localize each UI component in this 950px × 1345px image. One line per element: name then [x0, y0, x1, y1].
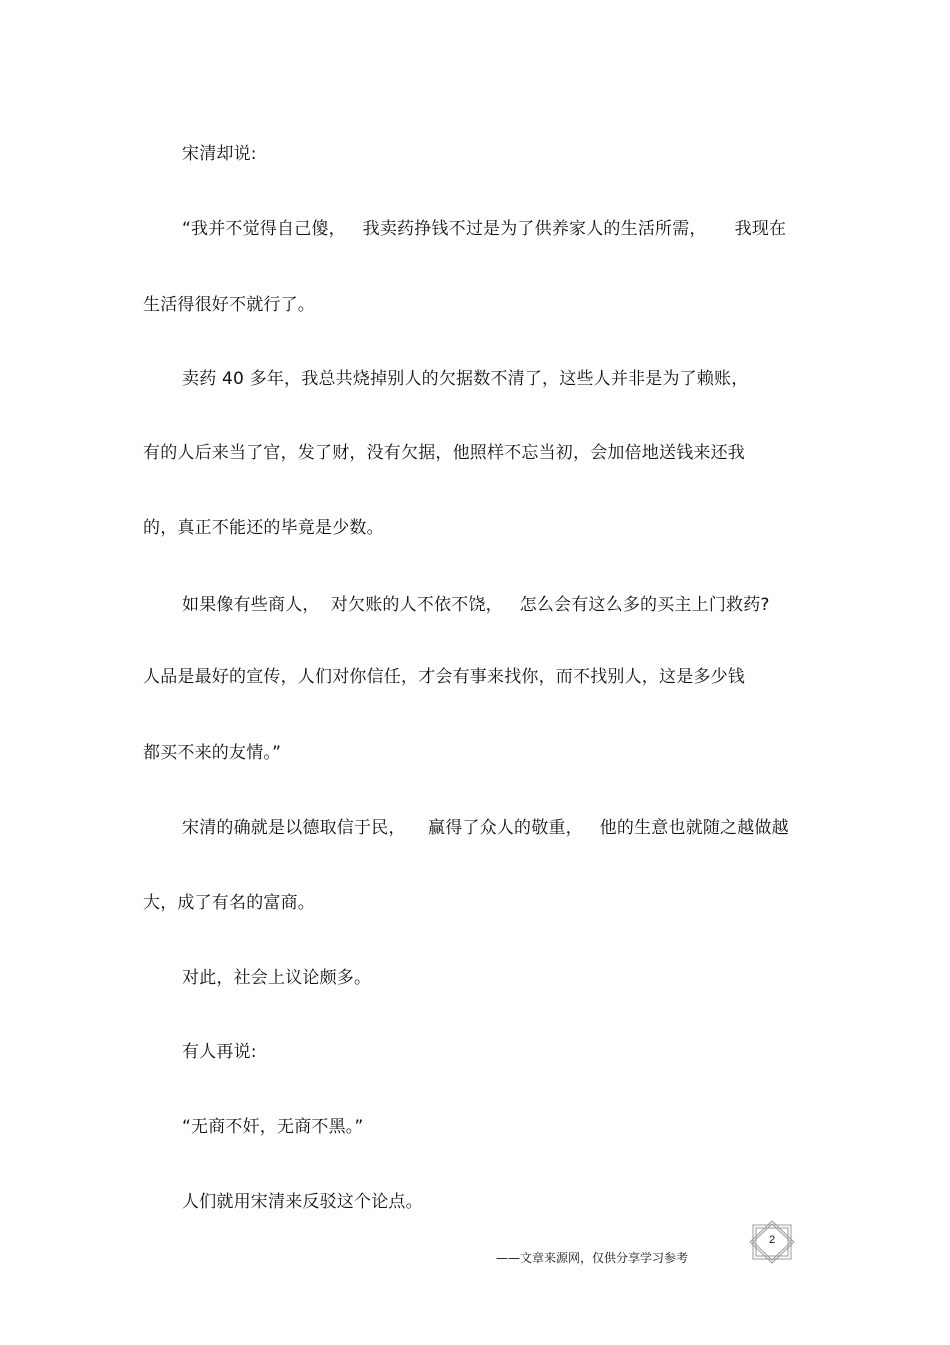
paragraph-line: 有人再说:: [182, 1042, 257, 1062]
paragraph-line: “我并不觉得自己傻， 我卖药挣钱不过是为了供养家人的生活所需， 我现在: [182, 219, 787, 239]
paragraph-line: “无商不奸，无商不黑。”: [182, 1117, 364, 1137]
page-number: 2: [768, 1234, 776, 1246]
paragraph-line: 宋清却说:: [182, 144, 257, 164]
paragraph-line: 人品是最好的宣传，人们对你信任，才会有事来找你，而不找别人，这是多少钱: [143, 667, 745, 687]
paragraph-line: 对此，社会上议论颇多。: [182, 968, 372, 988]
page-number-badge: [748, 1220, 796, 1264]
paragraph-line: 卖药 40 多年，我总共烧掉别人的欠据数不清了，这些人并非是为了赖账，: [182, 369, 749, 389]
paragraph-line: 生活得很好不就行了。: [143, 295, 315, 315]
paragraph-line: 如果像有些商人， 对欠账的人不依不饶， 怎么会有这么多的买主上门救药?: [182, 595, 770, 615]
paragraph-line: 都买不来的友情。”: [143, 743, 282, 763]
paragraph-line: 有的人后来当了官，发了财，没有欠据，他照样不忘当初，会加倍地送钱来还我: [143, 443, 745, 463]
paragraph-line: 的，真正不能还的毕竟是少数。: [143, 518, 384, 538]
paragraph-line: 人们就用宋清来反驳这个论点。: [182, 1192, 423, 1212]
paragraph-line: 大，成了有名的富商。: [143, 893, 315, 913]
paragraph-line: 宋清的确就是以德取信于民， 赢得了众人的敬重， 他的生意也就随之越做越: [182, 818, 789, 838]
footer-source-note: ——文章来源网，仅供分享学习参考: [496, 1251, 689, 1265]
